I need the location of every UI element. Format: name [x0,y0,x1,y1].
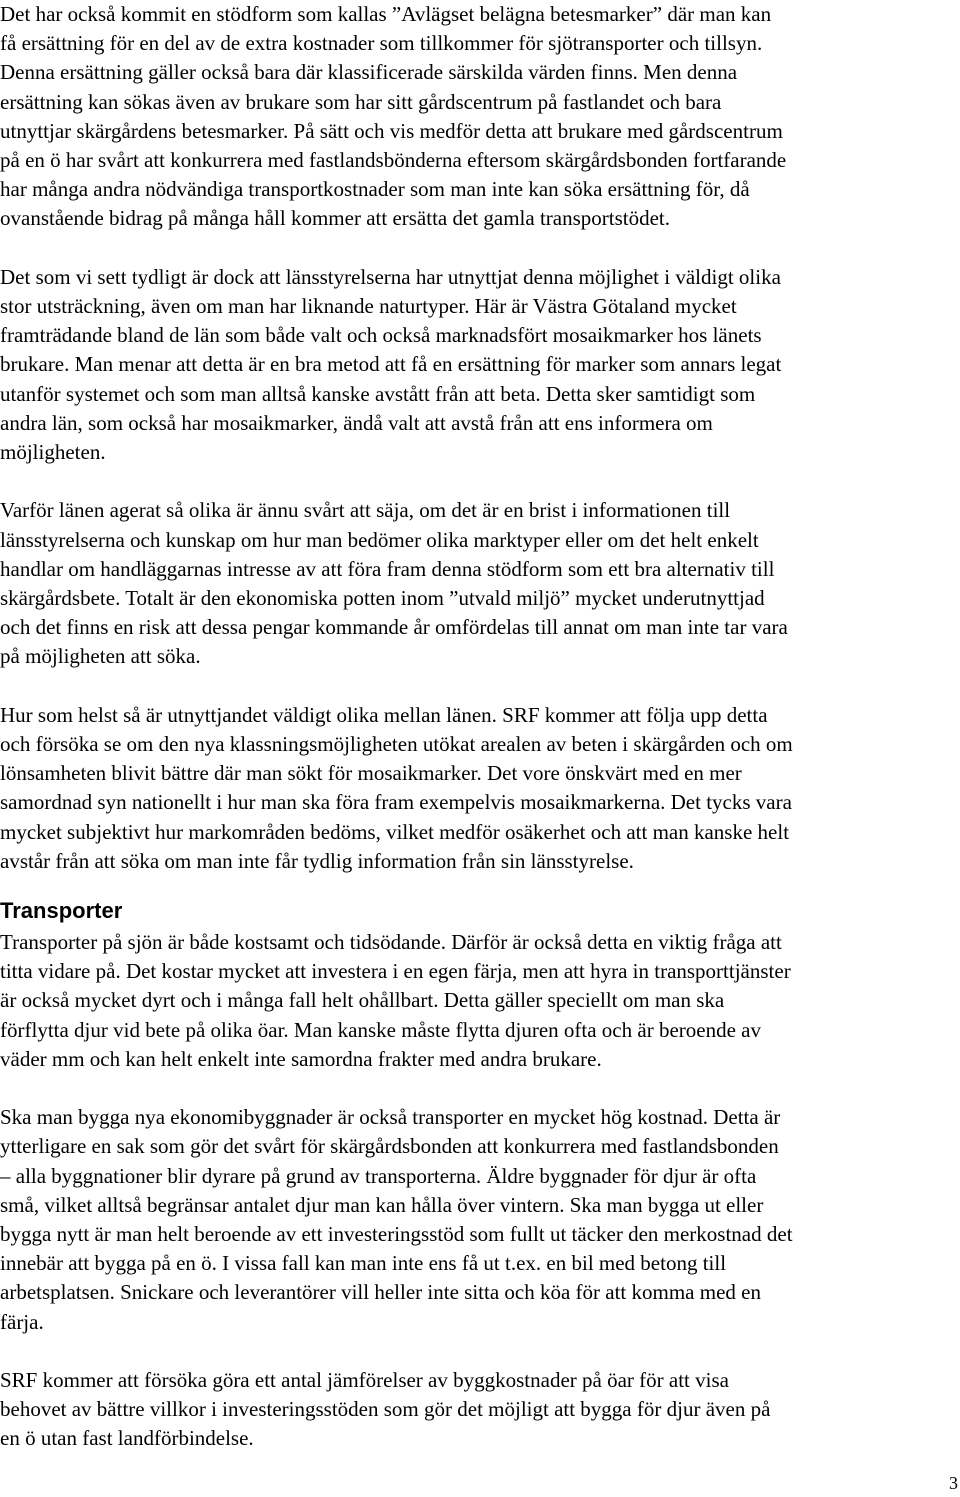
text-line: är också mycket dyrt och i många fall helt ohållbart. Detta gäller speciellt om man ska [0,988,725,1013]
text-line: andra län, som också har mosaikmarker, ändå valt att avstå från att ens informera om [0,410,713,435]
text-line: förflytta djur vid bete på olika öar. Man kanske måste flytta djuren ofta och är beroende av [0,1017,761,1042]
text-line: titta vidare på. Det kostar mycket att investera i en egen färja, men att hyra in transporttjänster [0,959,791,984]
text-line: Ska man bygga nya ekonomibyggnader är också transporter en mycket hög kostnad. Detta är [0,1105,781,1130]
text-line: utnyttjar skärgårdens betesmarker. På sätt och vis medför detta att brukare med gårdscentrum [0,118,783,143]
paragraph [0,496,960,671]
text-line: ovanstående bidrag på många håll kommer att ersätta det gamla transportstödet. [0,206,671,231]
paragraph [0,1103,960,1337]
text-line: möjligheten. [0,440,106,465]
text-line: på möjligheten att söka. [0,644,201,669]
paragraph [0,928,960,1074]
text-line: Det har också kommit en stödform som kallas ”Avlägset belägna betesmarker” där man kan [0,2,772,26]
text-line: skärgårdsbete. Totalt är den ekonomiska potten inom ”utvald miljö” mycket underutnyttjad [0,586,765,611]
text-line: och det finns en risk att dessa pengar kommande år omfördelas till annat om man inte tar vara [0,615,788,640]
text-line: – alla byggnationer blir dyrare på grund av transporterna. Äldre byggnader för djur är ofta [0,1163,757,1188]
text-line: Hur som helst så är utnyttjandet väldigt olika mellan länen. SRF kommer att följa upp detta [0,702,768,727]
text-line: bygga nytt är man helt beroende av ett investeringsstöd som fullt ut täcker den merkostnad det [0,1222,793,1247]
section-heading-transporter: Transporter [0,898,123,924]
paragraph [0,0,960,234]
paragraph-group-transporter [0,928,960,1454]
text-line: samordnad syn nationellt i hur man ska föra fram exempelvis mosaikmarkerna. Det tycks vara [0,790,792,815]
text-line: Varför länen agerat så olika är ännu svårt att säja, om det är en brist i informationen till [0,498,731,523]
text-line: Transporter på sjön är både kostsamt och tidsödande. Därför är också detta en viktig fråga att [0,930,782,955]
text-line: väder mm och kan helt enkelt inte samordna frakter med andra brukare. [0,1046,602,1071]
text-line: Denna ersättning gäller också bara där klassificerade särskilda värden finns. Men denna [0,60,738,85]
page-number: 3 [949,1473,958,1493]
text-line: få ersättning för en del av de extra kostnader som tillkommer för sjötransporter och tillsyn. [0,31,763,56]
text-line: mycket subjektivt hur markområden bedöms, vilket medför osäkerhet och att man kanske helt [0,819,790,844]
text-line: behovet av bättre villkor i investeringsstöden som gör det möjligt att bygga för djur även på [0,1397,771,1422]
text-line: ytterligare en sak som gör det svårt för skärgårdsbonden att konkurrera med fastlandsbonden [0,1134,779,1159]
text-line: en ö utan fast landförbindelse. [0,1426,254,1451]
paragraph [0,701,960,876]
text-line: lönsamheten blivit bättre där man sökt för mosaikmarker. Det vore önskvärt med en mer [0,761,742,786]
text-line: länsstyrelserna och kunskap om hur man bedömer olika marktyper eller om det helt enkelt [0,527,759,552]
text-line: färja. [0,1309,44,1334]
text-line: och försöka se om den nya klassningsmöjligheten utökat arealen av beten i skärgården och om [0,732,793,757]
text-line: har många andra nödvändiga transportkostnader som man inte kan söka ersättning för, då [0,177,750,202]
text-line: arbetsplatsen. Snickare och leverantörer vill heller inte sitta och köa för att komma med en [0,1280,761,1305]
text-line: framträdande bland de län som både valt och också marknadsfört mosaikmarker hos länets [0,323,762,348]
text-line: innebär att bygga på en ö. I vissa fall kan man inte ens få ut t.ex. en bil med betong till [0,1251,727,1276]
text-line: handlar om handläggarnas intresse av att föra fram denna stödform som ett bra alternativ till [0,556,775,581]
text-line: utanför systemet och som man alltså kanske avstått från att beta. Detta sker samtidigt som [0,381,756,406]
text-line: små, vilket alltså begränsar antalet djur man kan hålla över vintern. Ska man bygga ut eller [0,1192,764,1217]
text-line: Det som vi sett tydligt är dock att länsstyrelserna har utnyttjat denna möjlighet i väldigt olika [0,264,781,289]
text-line: SRF kommer att försöka göra ett antal jämförelser av byggkostnader på öar för att visa [0,1368,729,1393]
text-line: ersättning kan sökas även av brukare som har sitt gårdscentrum på fastlandet och bara [0,89,722,114]
text-line: på en ö har svårt att konkurrera med fastlandsbönderna eftersom skärgårdsbonden fortfarande [0,148,787,173]
text-line: stor utsträckning, även om man har liknande naturtyper. Här är Västra Götaland mycket [0,294,737,319]
text-line: avstår från att söka om man inte får tydlig information från sin länsstyrelse. [0,848,634,873]
text-line: brukare. Man menar att detta är en bra metod att få en ersättning för marker som annars legat [0,352,782,377]
paragraph [0,263,960,467]
paragraph [0,1366,960,1454]
